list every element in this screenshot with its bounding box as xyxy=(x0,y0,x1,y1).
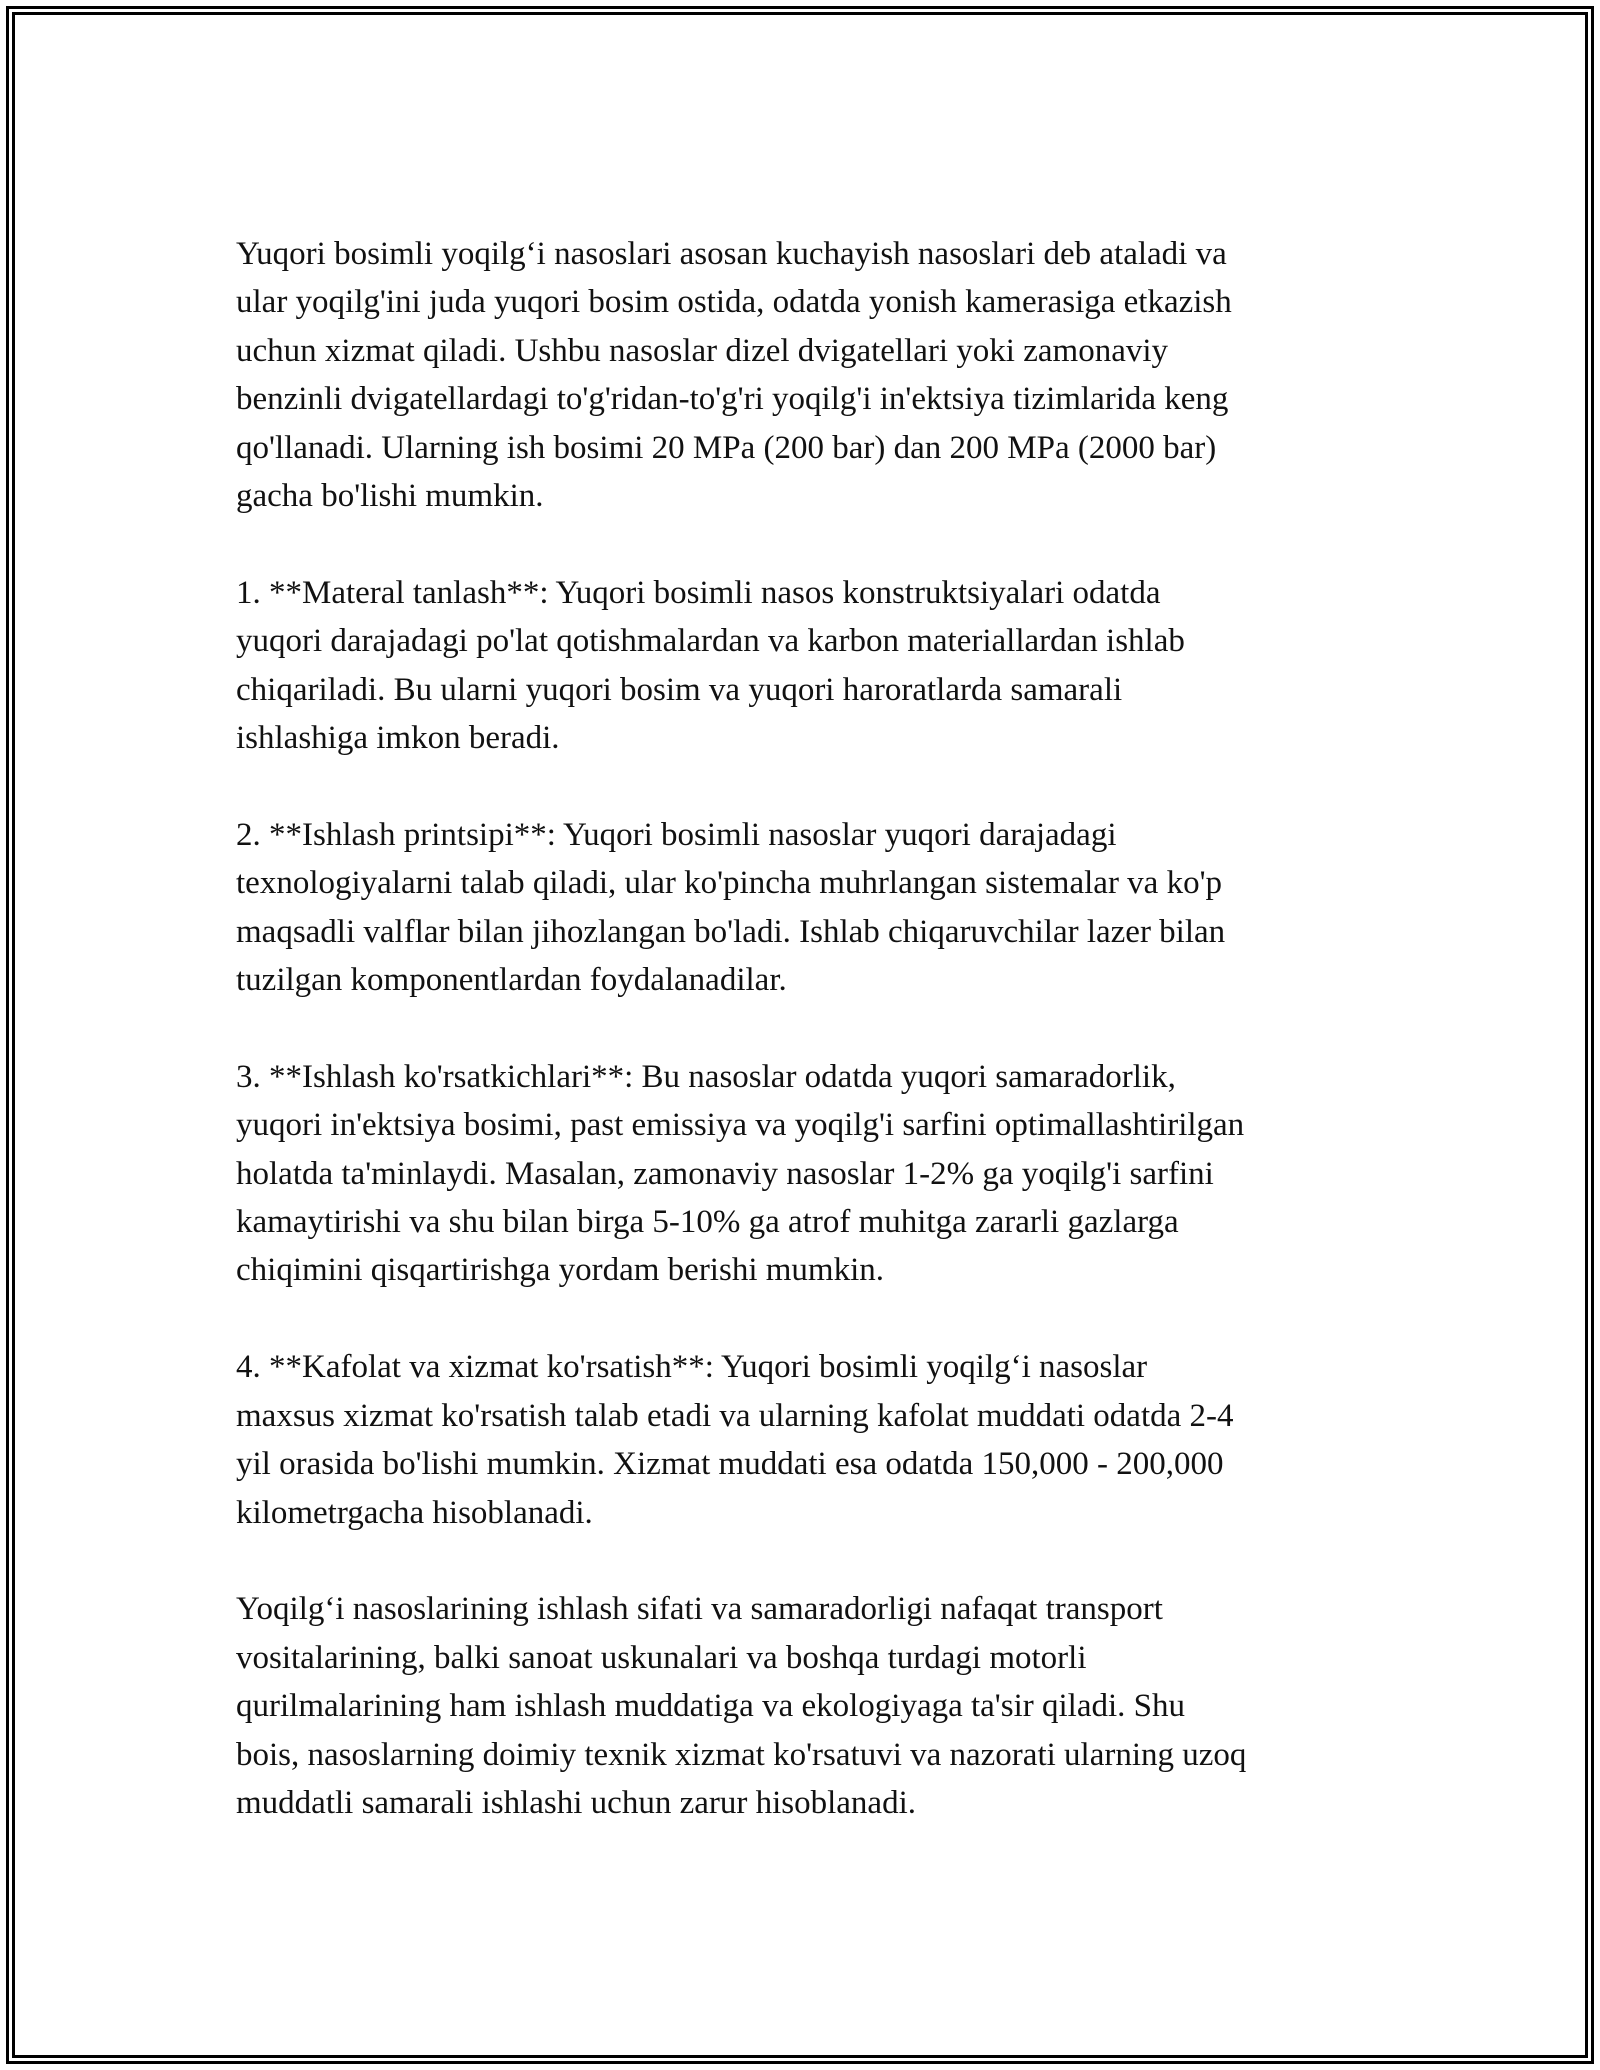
conclusion-paragraph: Yoqilg‘i nasoslarining ishlash sifati va samaradorligi nafaqat transport vositalarining, balki sanoat uskunalari va boshqa turdagi motorli qurilmalarining ham ishlash muddatiga va ekologiyaga ta'sir qiladi. Shu bois, nasoslarning doimiy texnik xizmat ko'rsatuvi va nazorati ularning uzoq muddatli samarali ishlashi uchun zarur hisoblanadi. xyxy=(236,1591,1247,1821)
point-3-paragraph: 3. **Ishlash ko'rsatkichlari**: Bu nasoslar odatda yuqori samaradorlik, yuqori in'ektsiya bosimi, past emissiya va yoqilg'i sarfini optimallashtirilgan holatda ta'minlaydi. Masalan, zamonaviy nasoslar 1-2% ga yoqilg'i sarfini kamaytirishi va shu bilan birga 5-10% ga atrof muhitga zararli gazlarga chiqimini qisqartirishga yordam berishi mumkin. xyxy=(236,1058,1245,1289)
point-2-paragraph: 2. **Ishlash printsipi**: Yuqori bosimli nasoslar yuqori darajadagi texnologiyalarni talab qiladi, ular ko'pincha muhrlangan sistemalar va ko'p maqsadli valflar bilan jihozlangan bo'ladi. Ishlab chiqaruvchilar lazer bilan tuzilgan komponentlardan foydalanadilar. xyxy=(236,816,1226,999)
document-body xyxy=(236,230,1376,1827)
point-4-paragraph: 4. **Kafolat va xizmat ko'rsatish**: Yuqori bosimli yoqilg‘i nasoslar maxsus xizmat ko'rsatish talab etadi va ularning kafolat muddati odatda 2-4 yil orasida bo'lishi mumkin. Xizmat muddati esa odatda 150,000 - 200,000 kilometrgacha hisoblanadi. xyxy=(236,1349,1234,1531)
point-1-paragraph: 1. **Materal tanlash**: Yuqori bosimli nasos konstruktsiyalari odatda yuqori darajadagi po'lat qotishmalardan va karbon materiallardan ishlab chiqariladi. Bu ularni yuqori bosim va yuqori haroratlarda samarali ishlashiga imkon beradi. xyxy=(236,574,1185,757)
intro-paragraph: Yuqori bosimli yoqilg‘i nasoslari asosan kuchayish nasoslari deb ataladi va ular yoqilg'ini juda yuqori bosim ostida, odatda yonish kamerasiga etkazish uchun xizmat qiladi. Ushbu nasoslar dizel dvigatellari yoki zamonaviy benzinli dvigatellardagi to'g'ridan-to'g'ri yoqilg'i in'ektsiya tizimlarida keng qo'llanadi. Ularning ish bosimi 20 MPa (200 bar) dan 200 MPa (2000 bar) gacha bo'lishi mumkin. xyxy=(236,236,1232,515)
